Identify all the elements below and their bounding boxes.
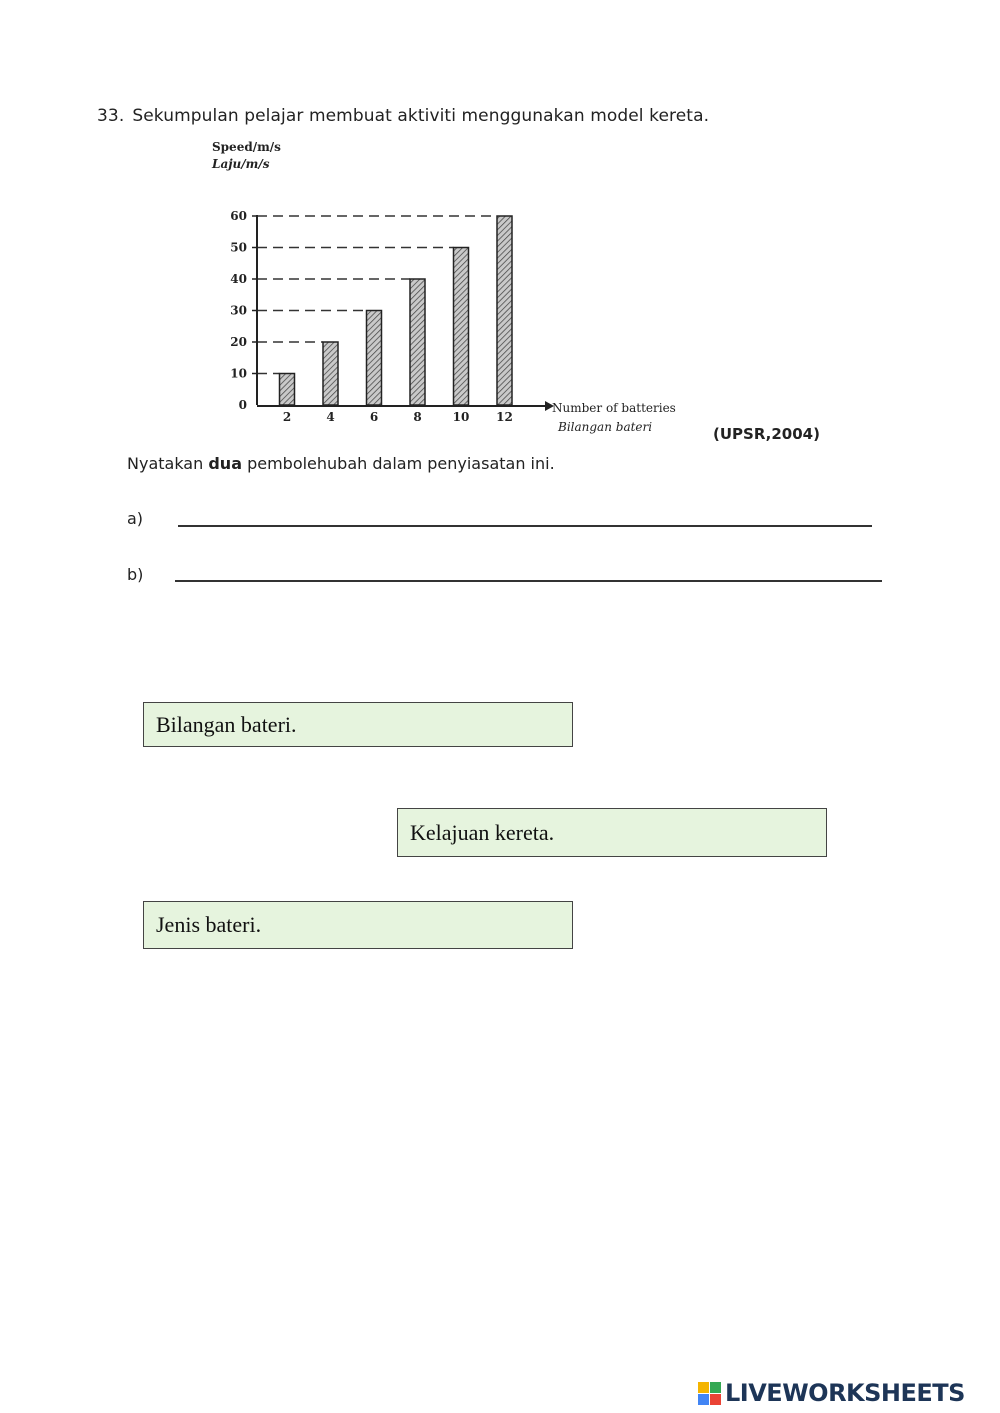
question-text: Sekumpulan pelajar membuat aktiviti menggunakan model kereta. (132, 106, 710, 126)
logo-icon (698, 1382, 721, 1405)
question-source: (UPSR,2004) (713, 425, 820, 443)
bar (367, 311, 382, 406)
bar (280, 374, 295, 406)
x-axis-label-alt: Bilangan bateri (558, 420, 653, 434)
y-tick-label: 40 (230, 272, 247, 286)
x-tick-label: 10 (452, 410, 470, 424)
y-axis-label-alt: Laju/m/s (212, 157, 270, 171)
question-title (97, 106, 709, 126)
x-tick-label: 2 (282, 410, 292, 424)
y-tick-label: 20 (230, 335, 247, 349)
brand-name: LIVEWORKSHEETS (725, 1379, 965, 1407)
answer-option[interactable]: Bilangan bateri. (143, 702, 573, 747)
bar (410, 279, 425, 405)
bar (497, 216, 512, 405)
y-tick-label: 50 (230, 240, 247, 255)
liveworksheets-logo (698, 1378, 965, 1408)
y-axis-label: Speed/m/s (212, 140, 281, 154)
x-tick-label: 6 (369, 410, 379, 424)
x-tick-label: 4 (326, 410, 335, 424)
answer-line-b[interactable] (175, 580, 882, 582)
y-tick-label: 0 (238, 398, 247, 412)
x-tick-label: 8 (413, 410, 422, 424)
logo-square (710, 1394, 721, 1405)
logo-square (698, 1394, 709, 1405)
prompt-text: Nyatakan (127, 454, 209, 473)
bar (323, 342, 338, 405)
answer-line-a[interactable] (178, 525, 872, 527)
y-tick-label: 60 (230, 209, 247, 223)
question-prompt (127, 454, 555, 473)
bar-chart (190, 135, 710, 435)
logo-square (698, 1382, 709, 1393)
answer-label-a: a) (127, 509, 144, 528)
prompt-text-end: pembolehubah dalam penyiasatan ini. (241, 454, 555, 473)
answer-option[interactable]: Jenis bateri. (143, 901, 573, 949)
x-tick-label: 12 (496, 410, 513, 424)
answer-label-b: b) (127, 565, 144, 584)
question-number: 33. (97, 106, 125, 126)
bar (454, 248, 469, 406)
x-axis-label: Number of batteries (552, 401, 676, 415)
y-tick-label: 10 (230, 366, 247, 381)
prompt-emphasis: dua (208, 454, 242, 473)
logo-square (710, 1382, 721, 1393)
y-tick-label: 30 (230, 303, 247, 318)
answer-option[interactable]: Kelajuan kereta. (397, 808, 827, 857)
